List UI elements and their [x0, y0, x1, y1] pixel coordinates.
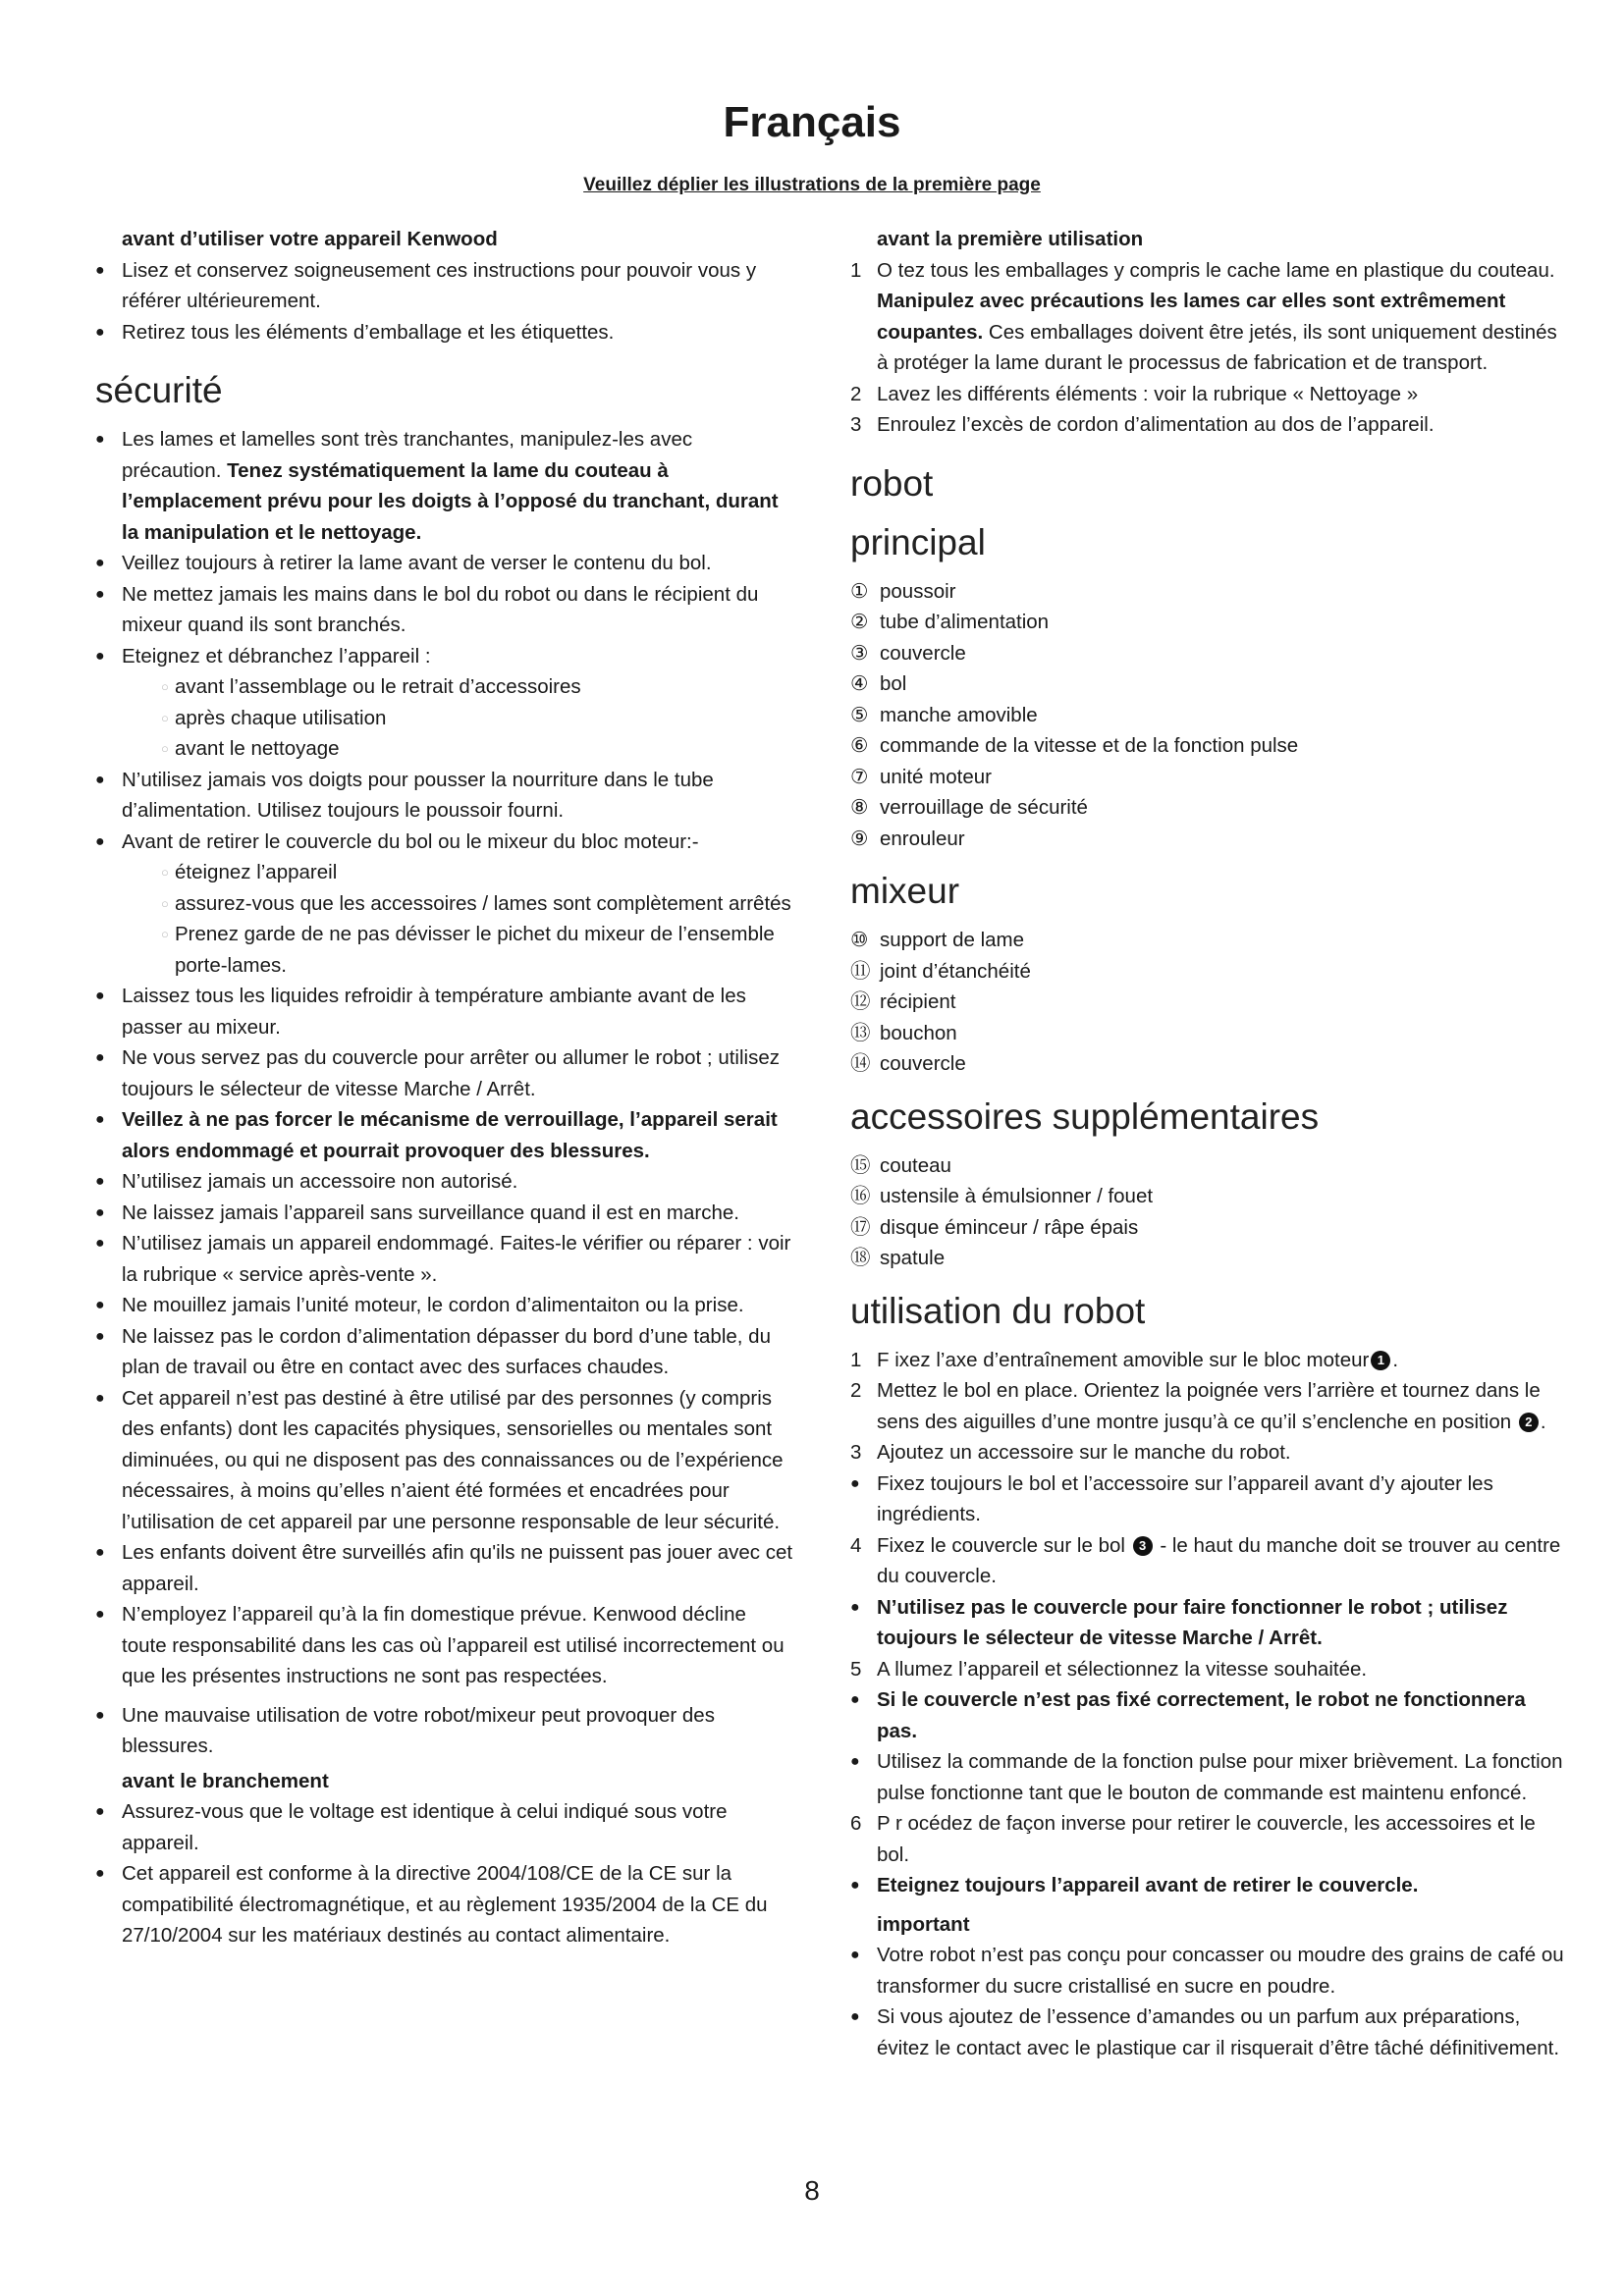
figure-badge-icon: 1 — [1371, 1351, 1390, 1370]
fold-out-note: Veuillez déplier les illustrations de la première page — [583, 175, 1041, 195]
step-number: 1 — [850, 258, 862, 282]
step3-notes — [850, 1468, 1567, 1530]
part-number: ⑥ — [850, 734, 869, 757]
part-item — [850, 1181, 1567, 1212]
part-number: ⑩ — [850, 929, 869, 951]
first-use-list — [850, 255, 1567, 441]
usage-steps — [850, 1654, 1567, 1685]
step-text: Ajoutez un accessoire sur le manche du robot. — [877, 1441, 1291, 1464]
step-text: A llumez l’appareil et sélectionnez la vitesse souhaitée. — [877, 1657, 1368, 1681]
step4-notes — [850, 1592, 1567, 1654]
list-item: ● Ne mouillez jamais l’unité moteur, le cordon d’alimentaiton ou la prise. — [95, 1290, 794, 1321]
part-item — [850, 668, 1567, 700]
part-label: verrouillage de sécurité — [880, 796, 1088, 819]
part-label: unité moteur — [880, 765, 992, 788]
figure-badge-icon: 2 — [1519, 1413, 1539, 1432]
part-number: ⑧ — [850, 796, 869, 819]
list-item: ● Veillez à ne pas forcer le mécanisme de verrouillage, l’appareil serait alors endommagé et pourrait provoquer des blessures. — [95, 1104, 794, 1166]
list-item: ● Ne laissez pas le cordon d’alimentation dépasser du bord d’une table, du plan de travail ou être en contact avec des surfaces chaudes. — [95, 1321, 794, 1383]
plug-heading: avant le branchement — [122, 1769, 329, 1792]
part-label: enrouleur — [880, 827, 965, 850]
part-item — [850, 576, 1567, 608]
part-label: bouchon — [880, 1021, 957, 1044]
main-parts-list — [850, 576, 1567, 855]
step-text: Fixez le couvercle sur le bol — [877, 1533, 1125, 1557]
list-item: ● N’utilisez jamais un appareil endommagé. Faites-le vérifier ou réparer : voir la rubrique « service après-vente ». — [95, 1228, 794, 1290]
page-title: Français — [723, 98, 901, 146]
part-item — [850, 700, 1567, 731]
blade-warning-text: Les lames et lamelles sont très tranchantes, manipulez-les avec précaution. — [122, 428, 693, 482]
part-label: récipient — [880, 990, 956, 1013]
part-label: joint d’étanchéité — [880, 959, 1031, 983]
unplug-text: Eteignez et débranchez l’appareil : — [122, 644, 431, 667]
list-item: ● Cet appareil est conforme à la directive 2004/108/CE de la CE sur la compatibilité électromagnétique, et au règlement 1935/2004 de la CE du 27/10/2004 sur les matériaux destinés au contact alimentaire. — [95, 1858, 794, 1951]
step5-notes — [850, 1684, 1567, 1808]
left-column — [95, 224, 794, 1951]
plug-list — [95, 1796, 794, 1951]
part-number: ⑫ — [850, 990, 871, 1013]
part-label: disque éminceur / râpe épais — [880, 1215, 1139, 1239]
part-label: couvercle — [880, 1052, 966, 1075]
list-item: ● N’utilisez jamais un accessoire non autorisé. — [95, 1166, 794, 1198]
list-item: ● N’utilisez pas le couvercle pour faire fonctionner le robot ; utilisez toujours le sélecteur de vitesse Marche / Arrêt. — [850, 1592, 1567, 1654]
step-number: 2 — [850, 1379, 862, 1402]
part-item — [850, 792, 1567, 824]
sub-item: ○ avant l’assemblage ou le retrait d’accessoires — [161, 671, 794, 703]
list-item: ● N’employez l’appareil qu’à la fin domestique prévue. Kenwood décline toute responsabilité dans les cas où l’appareil est utilisé incorrectement ou que les présentes instructions ne sont pas respectées. — [95, 1599, 794, 1692]
part-item — [850, 1150, 1567, 1182]
list-item: ● Votre robot n’est pas conçu pour concasser ou moudre des grains de café ou transformer du sucre cristallisé en sucre en poudre. — [850, 1940, 1567, 2002]
sub-item: ○ après chaque utilisation — [161, 703, 794, 734]
part-label: poussoir — [880, 579, 956, 603]
list-item — [850, 1345, 1567, 1376]
sub-item: ○ éteignez l’appareil — [161, 857, 794, 888]
usage-steps — [850, 1530, 1567, 1592]
list-item: ● N’utilisez jamais vos doigts pour pousser la nourriture dans le tube d’alimentation. Utilisez toujours le poussoir fourni. — [95, 765, 794, 827]
important-heading: important — [877, 1912, 970, 1936]
unplug-sublist — [122, 671, 794, 765]
part-number: ⑤ — [850, 703, 869, 726]
list-item — [850, 255, 1567, 379]
accessories-heading: accessoires supplémentaires — [850, 1095, 1320, 1137]
list-item — [850, 379, 1567, 410]
part-label: support de lame — [880, 929, 1025, 951]
safety-heading: sécurité — [95, 370, 223, 410]
step-text: O tez tous les emballages y compris le cache lame en plastique du couteau. — [877, 258, 1555, 282]
list-item — [850, 1375, 1567, 1437]
part-label: tube d’alimentation — [880, 611, 1050, 633]
part-item — [850, 956, 1567, 988]
part-number: ⑬ — [850, 1021, 871, 1044]
part-number: ⑭ — [850, 1052, 871, 1075]
sub-item: ○ assurez-vous que les accessoires / lames sont complètement arrêtés — [161, 888, 794, 920]
step-text: F ixez l’axe d’entraînement amovible sur le bloc moteur — [877, 1348, 1370, 1371]
step-number: 2 — [850, 382, 862, 405]
step-number: 4 — [850, 1533, 862, 1557]
part-number: ③ — [850, 641, 869, 665]
usage-steps — [850, 1345, 1567, 1468]
step-text: P r océdez de façon inverse pour retirer le couvercle, les accessoires et le bol. — [877, 1812, 1536, 1866]
step-bold: Manipulez avec précautions les lames car elles sont extrêmement coupantes. — [877, 290, 1506, 344]
list-item — [850, 1437, 1567, 1468]
list-item: ● Lisez et conservez soigneusement ces instructions pour pouvoir vous y référer ultérieurement. — [95, 255, 794, 317]
step6-notes — [850, 1870, 1567, 1901]
part-item — [850, 1243, 1567, 1274]
sub-item: ○ Prenez garde de ne pas dévisser le pichet du mixeur de l’ensemble porte-lames. — [161, 919, 794, 981]
remove-sublist — [122, 857, 794, 981]
before-use-heading: avant d’utiliser votre appareil Kenwood — [122, 228, 498, 250]
usage-heading: utilisation du robot — [850, 1290, 1146, 1331]
part-item — [850, 1048, 1567, 1080]
list-item: ● Ne vous servez pas du couvercle pour arrêter ou allumer le robot ; utilisez toujours le sélecteur de vitesse Marche / Arrêt. — [95, 1042, 794, 1104]
part-item — [850, 1018, 1567, 1049]
step-text: Enroulez l’excès de cordon d’alimentation au dos de l’appareil. — [877, 413, 1435, 436]
part-number: ⑦ — [850, 765, 869, 788]
part-item — [850, 730, 1567, 762]
list-item — [95, 424, 794, 548]
part-item — [850, 762, 1567, 793]
part-number: ④ — [850, 672, 869, 695]
first-use-heading: avant la première utilisation — [877, 228, 1144, 250]
step-text: - le haut du manche doit se trouver au centre du couvercle. — [877, 1533, 1561, 1587]
step-number: 3 — [850, 1441, 862, 1464]
part-label: couvercle — [880, 641, 966, 665]
list-item — [850, 409, 1567, 441]
figure-badge-icon: 3 — [1133, 1536, 1153, 1556]
part-number: ⑰ — [850, 1215, 871, 1239]
list-item: ● Si vous ajoutez de l’essence d’amandes ou un parfum aux préparations, évitez le contact avec le plastique car il risquerait d’être tâché définitivement. — [850, 2002, 1567, 2063]
blade-warning-bold: Tenez systématiquement la lame du couteau à l’emplacement prévu pour les doigts à l’opposé du tranchant, durant la manipulation et le nettoyage. — [122, 458, 779, 544]
list-item: ● Laissez tous les liquides refroidir à température ambiante avant de les passer au mixeur. — [95, 981, 794, 1042]
part-number: ① — [850, 579, 869, 603]
step-number: 3 — [850, 413, 862, 436]
part-label: bol — [880, 672, 907, 695]
list-item: ● Utilisez la commande de la fonction pulse pour mixer brièvement. La fonction pulse fonctionne tant que le bouton de commande est maintenu enfoncé. — [850, 1746, 1567, 1808]
list-item: ● Veillez toujours à retirer la lame avant de verser le contenu du bol. — [95, 548, 794, 579]
part-number: ⑱ — [850, 1247, 871, 1269]
part-item — [850, 925, 1567, 956]
part-label: spatule — [880, 1247, 946, 1269]
step-rest: Ces emballages doivent être jetés, ils sont uniquement destinés à protéger la lame durant le processus de fabrication et de transport. — [877, 320, 1557, 374]
list-item: ● Fixez toujours le bol et l’accessoire sur l’appareil avant d’y ajouter les ingrédients. — [850, 1468, 1567, 1530]
blender-parts-list — [850, 925, 1567, 1080]
blender-heading: mixeur — [850, 871, 960, 911]
step-number: 1 — [850, 1348, 862, 1371]
list-item: ● Ne laissez jamais l’appareil sans surveillance quand il est en marche. — [95, 1198, 794, 1229]
part-number: ⑪ — [850, 959, 871, 983]
step-text: Mettez le bol en place. Orientez la poignée vers l’arrière et tournez dans le sens des aiguilles d’une montre jusqu’à ce qu’il s’enclenche en position — [877, 1379, 1541, 1433]
before-use-list — [95, 255, 794, 348]
part-label: manche amovible — [880, 703, 1038, 726]
part-label: commande de la vitesse et de la fonction pulse — [880, 734, 1299, 757]
step-number: 5 — [850, 1657, 862, 1681]
part-item — [850, 607, 1567, 638]
list-item — [850, 1530, 1567, 1592]
step-end: . — [1392, 1348, 1399, 1371]
safety-list — [95, 424, 794, 1762]
part-label: ustensile à émulsionner / fouet — [880, 1185, 1154, 1207]
part-item — [850, 638, 1567, 669]
part-item — [850, 824, 1567, 855]
part-label: couteau — [880, 1153, 951, 1177]
list-item: ● Une mauvaise utilisation de votre robot/mixeur peut provoquer des blessures. — [95, 1700, 794, 1762]
step-text: Lavez les différents éléments : voir la rubrique « Nettoyage » — [877, 382, 1419, 405]
part-number: ⑨ — [850, 827, 869, 850]
page-number: 8 — [804, 2175, 820, 2206]
list-item: ● Les enfants doivent être surveillés afin qu'ils ne puissent pas jouer avec cet appareil. — [95, 1537, 794, 1599]
part-number: ⑮ — [850, 1153, 871, 1177]
list-item: ● Si le couvercle n’est pas fixé correctement, le robot ne fonctionnera pas. — [850, 1684, 1567, 1746]
list-item — [850, 1808, 1567, 1870]
part-number: ⑯ — [850, 1185, 871, 1207]
important-list — [850, 1940, 1567, 2063]
part-item — [850, 987, 1567, 1018]
list-item: ● Cet appareil n’est pas destiné à être utilisé par des personnes (y compris des enfants) dont les capacités physiques, sensorielles ou mentales sont diminuées, ou qui ne disposent pas des connaissances ou de l’expérience nécessaires, à moins qu’elles n’aient été formées et encadrées pour l’utilisation de cet appareil par une personne responsable de leur sécurité. — [95, 1383, 794, 1538]
remove-lid-text: Avant de retirer le couvercle du bol ou le mixeur du bloc moteur:- — [122, 829, 699, 853]
list-item — [850, 1654, 1567, 1685]
step-number: 6 — [850, 1812, 862, 1835]
accessories-list — [850, 1150, 1567, 1274]
step-end: . — [1540, 1410, 1546, 1433]
right-column — [850, 224, 1567, 2063]
list-item: ● Assurez-vous que le voltage est identique à celui indiqué sous votre appareil. — [95, 1796, 794, 1858]
robot-heading: robot — [850, 462, 934, 504]
list-item: ● Eteignez toujours l’appareil avant de retirer le couvercle. — [850, 1870, 1567, 1901]
list-item: ● Retirez tous les éléments d’emballage et les étiquettes. — [95, 317, 794, 348]
sub-item: ○ avant le nettoyage — [161, 733, 794, 765]
part-item — [850, 1212, 1567, 1244]
list-item — [95, 641, 794, 765]
part-number: ② — [850, 611, 869, 633]
list-item: ● Ne mettez jamais les mains dans le bol du robot ou dans le récipient du mixeur quand ils sont branchés. — [95, 579, 794, 641]
list-item — [95, 827, 794, 982]
main-unit-heading: principal — [850, 521, 986, 562]
usage-steps — [850, 1808, 1567, 1870]
